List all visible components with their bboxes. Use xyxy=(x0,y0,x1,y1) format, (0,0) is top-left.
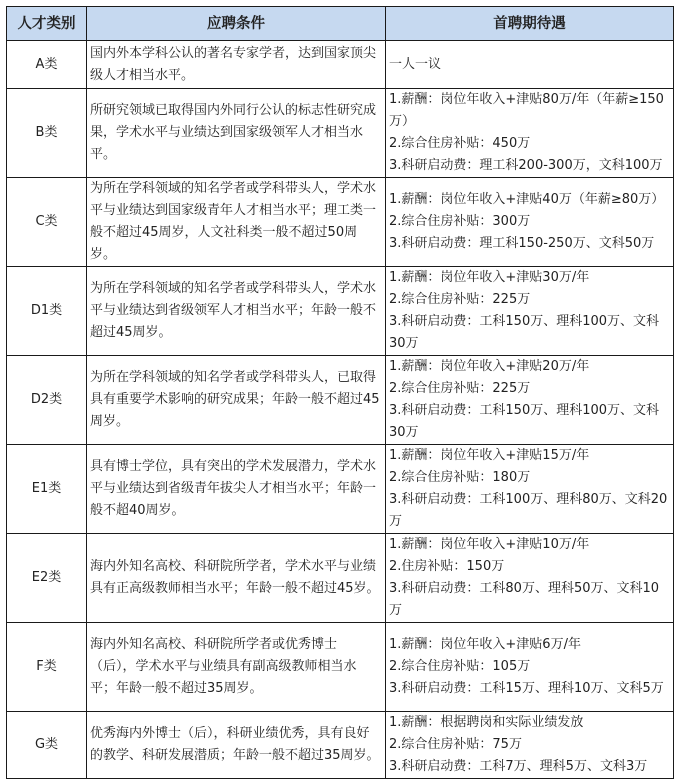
table-row xyxy=(7,445,674,534)
condition-cell: 为所在学科领域的知名学者或学科带头人，学术水平与业绩达到省级领军人才相当水平；年龄一般不超过45周岁。 xyxy=(87,267,386,356)
benefit-cell xyxy=(386,623,674,712)
benefit-cell xyxy=(386,445,674,534)
condition-cell: 海内外知名高校、科研院所学者，学术水平与业绩具有正高级教师相当水平；年龄一般不超过45岁。 xyxy=(87,534,386,623)
benefit-line: 2.综合住房补贴：180万 xyxy=(389,470,531,485)
benefit-line: 3.科研启动费：工科7万、理科5万、文科3万 xyxy=(389,759,648,774)
table-row xyxy=(7,534,674,623)
benefit-cell xyxy=(386,712,674,779)
benefit-line: 2.综合住房补贴：300万 xyxy=(389,214,531,229)
category-cell: B类 xyxy=(7,89,87,178)
category-cell: C类 xyxy=(7,178,87,267)
table-row xyxy=(7,623,674,712)
table-row xyxy=(7,41,674,89)
benefit-line: 3.科研启动费：工科150万、理科100万、文科30万 xyxy=(389,403,660,440)
benefit-line: 1.薪酬：岗位年收入+津贴20万/年 xyxy=(389,359,590,374)
benefit-line: 2.综合住房补贴：75万 xyxy=(389,737,522,752)
benefit-cell xyxy=(386,41,674,89)
benefit-line: 1.薪酬：岗位年收入+津贴10万/年 xyxy=(389,537,590,552)
category-cell: A类 xyxy=(7,41,87,89)
table-header-row xyxy=(7,7,674,41)
benefit-cell xyxy=(386,356,674,445)
benefit-line: 2.综合住房补贴：225万 xyxy=(389,381,531,396)
table-row xyxy=(7,712,674,779)
category-cell: E2类 xyxy=(7,534,87,623)
condition-cell: 具有博士学位，具有突出的学术发展潜力，学术水平与业绩达到省级青年拔尖人才相当水平；年龄一般不超40周岁。 xyxy=(87,445,386,534)
benefit-line: 1.薪酬：岗位年收入+津贴30万/年 xyxy=(389,270,590,285)
table-row xyxy=(7,89,674,178)
condition-cell: 优秀海内外博士（后），科研业绩优秀，具有良好的教学、科研发展潜质；年龄一般不超过35周岁。 xyxy=(87,712,386,779)
benefit-line: 3.科研启动费：工科150万、理科100万、文科30万 xyxy=(389,314,660,351)
category-cell: G类 xyxy=(7,712,87,779)
condition-cell: 国内外本学科公认的著名专家学者，达到国家顶尖级人才相当水平。 xyxy=(87,41,386,89)
table-row xyxy=(7,267,674,356)
category-cell: E1类 xyxy=(7,445,87,534)
talent-recruitment-table xyxy=(6,6,674,779)
benefit-line: 3.科研启动费：理工科200-300万，文科100万 xyxy=(389,158,663,173)
benefit-line: 1.薪酬：岗位年收入+津贴6万/年 xyxy=(389,637,581,652)
benefit-line: 3.科研启动费：工科15万、理科10万、文科5万 xyxy=(389,681,664,696)
condition-cell: 为所在学科领域的知名学者或学科带头人，已取得具有重要学术影响的研究成果；年龄一般不超过45周岁。 xyxy=(87,356,386,445)
table-row xyxy=(7,356,674,445)
condition-cell: 海内外知名高校、科研院所学者或优秀博士（后），学术水平与业绩具有副高级教师相当水平；年龄一般不超过35周岁。 xyxy=(87,623,386,712)
benefit-line: 3.科研启动费：理工科150-250万、文科50万 xyxy=(389,236,655,251)
benefit-line: 3.科研启动费：工科80万、理科50万、文科10万 xyxy=(389,581,660,618)
benefit-line: 一人一议 xyxy=(389,56,442,72)
header-conditions: 应聘条件 xyxy=(87,7,386,41)
benefit-line: 1.薪酬：岗位年收入+津贴15万/年 xyxy=(389,448,590,463)
benefit-cell xyxy=(386,534,674,623)
benefit-cell xyxy=(386,178,674,267)
benefit-line: 1.薪酬：根据聘岗和实际业绩发放 xyxy=(389,715,584,730)
benefit-line: 2.综合住房补贴：225万 xyxy=(389,292,531,307)
category-cell: D1类 xyxy=(7,267,87,356)
benefit-line: 2.综合住房补贴：450万 xyxy=(389,136,531,151)
benefit-cell xyxy=(386,267,674,356)
condition-cell: 所研究领域已取得国内外同行公认的标志性研究成果，学术水平与业绩达到国家级领军人才相当水平。 xyxy=(87,89,386,178)
table-row xyxy=(7,178,674,267)
benefit-line: 3.科研启动费：工科100万、理科80万、文科20万 xyxy=(389,492,668,529)
benefit-line: 2.综合住房补贴：105万 xyxy=(389,659,531,674)
header-category: 人才类别 xyxy=(7,7,87,41)
benefit-line: 1.薪酬：岗位年收入+津贴40万（年薪≥80万） xyxy=(389,192,665,207)
category-cell: F类 xyxy=(7,623,87,712)
header-benefits: 首聘期待遇 xyxy=(386,7,674,41)
benefit-cell xyxy=(386,89,674,178)
condition-cell: 为所在学科领域的知名学者或学科带头人，学术水平与业绩达到国家级青年人才相当水平；理工类一般不超过45周岁，人文社科类一般不超过50周岁。 xyxy=(87,178,386,267)
category-cell: D2类 xyxy=(7,356,87,445)
benefit-line: 1.薪酬：岗位年收入+津贴80万/年（年薪≥150万） xyxy=(389,92,664,129)
benefit-line: 2.住房补贴：150万 xyxy=(389,559,505,574)
